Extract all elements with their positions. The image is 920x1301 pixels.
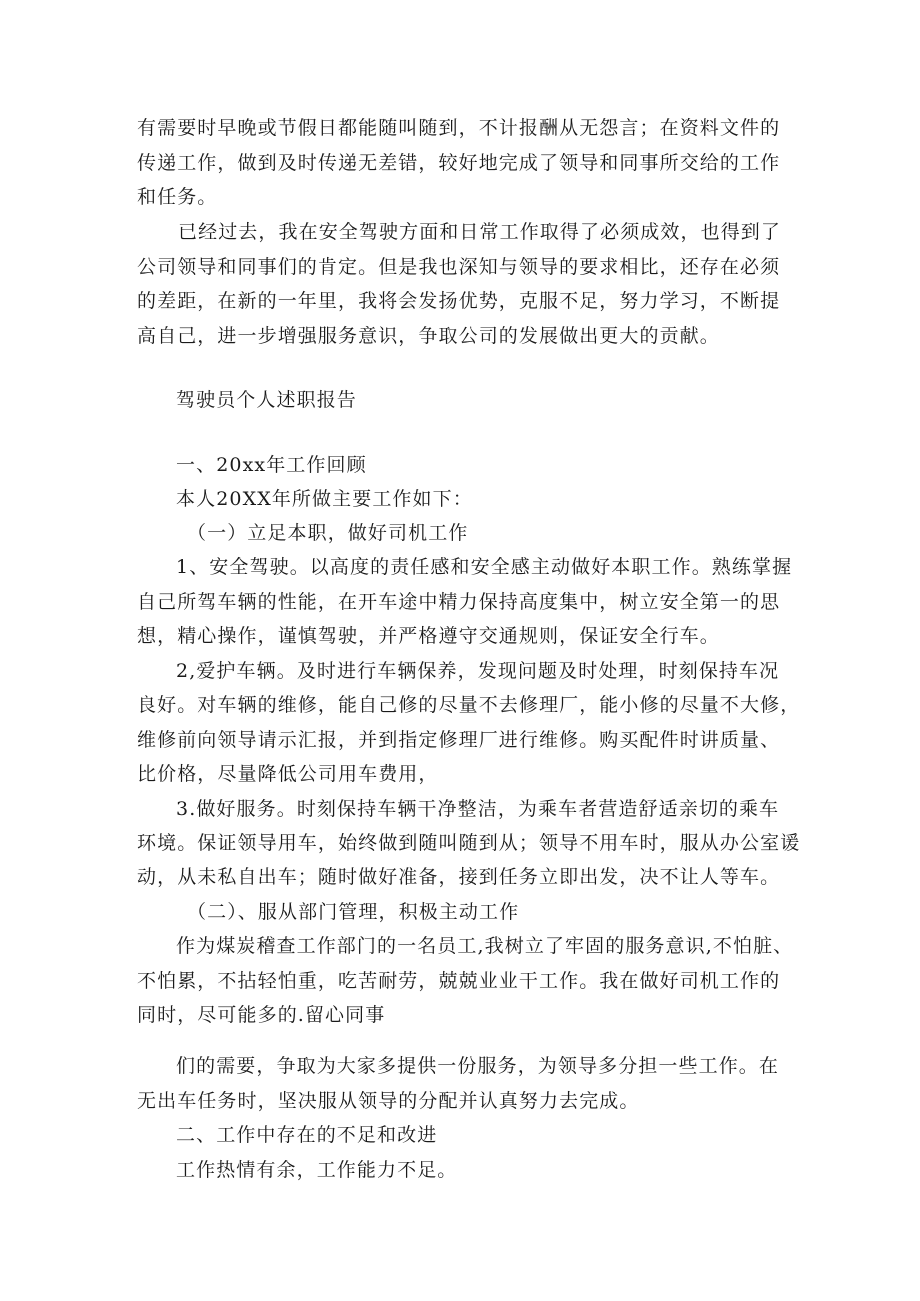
subsection-heading: （二）、服从部门管理，积极主动工作 — [187, 901, 520, 923]
paragraph-line: 同时，尽可能多的.留心同事 — [137, 1004, 386, 1026]
section-heading: 二、工作中存在的不足和改进 — [176, 1124, 438, 1146]
paragraph-line: 维修前向领导请示汇报，并到指定修理厂进行维修。购买配件时讲质量、 — [137, 729, 781, 751]
paragraph-line: 想，精心操作，谨慎驾驶，并严格遵守交通规则，保证安全行车。 — [137, 625, 720, 647]
paragraph-line: 良好。对车辆的维修，能自己修的尽量不去修理厂，能小修的尽量不大修， — [137, 694, 801, 716]
paragraph-line: 和任务。 — [137, 186, 218, 208]
paragraph-line: 本人20XX年所做主要工作如下： — [176, 488, 473, 510]
paragraph-line: 传递工作，做到及时传递无差错，较好地完成了领导和同事所交给的工作 — [137, 152, 781, 174]
paragraph-line: 1、安全驾驶。以高度的责任感和安全感主动做好本职工作。熟练掌握 — [176, 556, 793, 578]
paragraph-line: 的差距，在新的一年里，我将会发扬优势，克服不足，努力学习，不断提 — [137, 290, 781, 312]
paragraph-line: 不怕累，不拈轻怕重，吃苦耐劳，兢兢业业干工作。我在做好司机工作的 — [137, 970, 781, 992]
section-heading: 一、20xx年工作回顾 — [176, 454, 367, 476]
paragraph-line: 动，从未私自出车；随时做好准备，接到任务立即出发，决不让人等车。 — [137, 866, 781, 888]
paragraph-line: 工作热情有余，工作能力不足。 — [176, 1159, 458, 1181]
paragraph-line: 公司领导和同事们的肯定。但是我也深知与领导的要求相比，还存在必须 — [137, 256, 781, 278]
paragraph-line: 比价格，尽量降低公司用车费用， — [137, 763, 439, 785]
section-title: 驾驶员个人述职报告 — [176, 389, 357, 411]
paragraph-line: 有需要时早晚或节假日都能随叫随到，不计报酬从无怨言；在资料文件的 — [137, 117, 781, 139]
paragraph-line: 2,爱护车辆。及时进行车辆保养，发现问题及时处理，时刻保持车况 — [176, 660, 780, 682]
paragraph-line: 无出车任务时，坚决服从领导的分配并认真努力去完成。 — [137, 1090, 640, 1112]
paragraph-line: 环境。保证领导用车，始终做到随叫随到从；领导不用车时，服从办公室谖 — [137, 832, 801, 854]
subsection-heading: （一）立足本职，做好司机工作 — [187, 522, 469, 544]
paragraph-line: 作为煤炭稽查工作部门的一名员工,我树立了牢固的服务意识,不怕脏、 — [176, 935, 794, 957]
paragraph-line: 自己所驾车辆的性能，在开车途中精力保持高度集中，树立安全第一的思 — [137, 591, 781, 613]
paragraph-line: 高自己，进一步增强服务意识，争取公司的发展做出更大的贡献。 — [137, 325, 720, 347]
paragraph-line: 已经过去，我在安全驾驶方面和日常工作取得了必须成效，也得到了 — [178, 221, 782, 243]
paragraph-line: 3.做好服务。时刻保持车辆干净整洁，为乘车者营造舒适亲切的乘车 — [176, 798, 780, 820]
paragraph-line: 们的需要，争取为大家多提供一份服务，为领导多分担一些工作。在 — [176, 1055, 780, 1077]
